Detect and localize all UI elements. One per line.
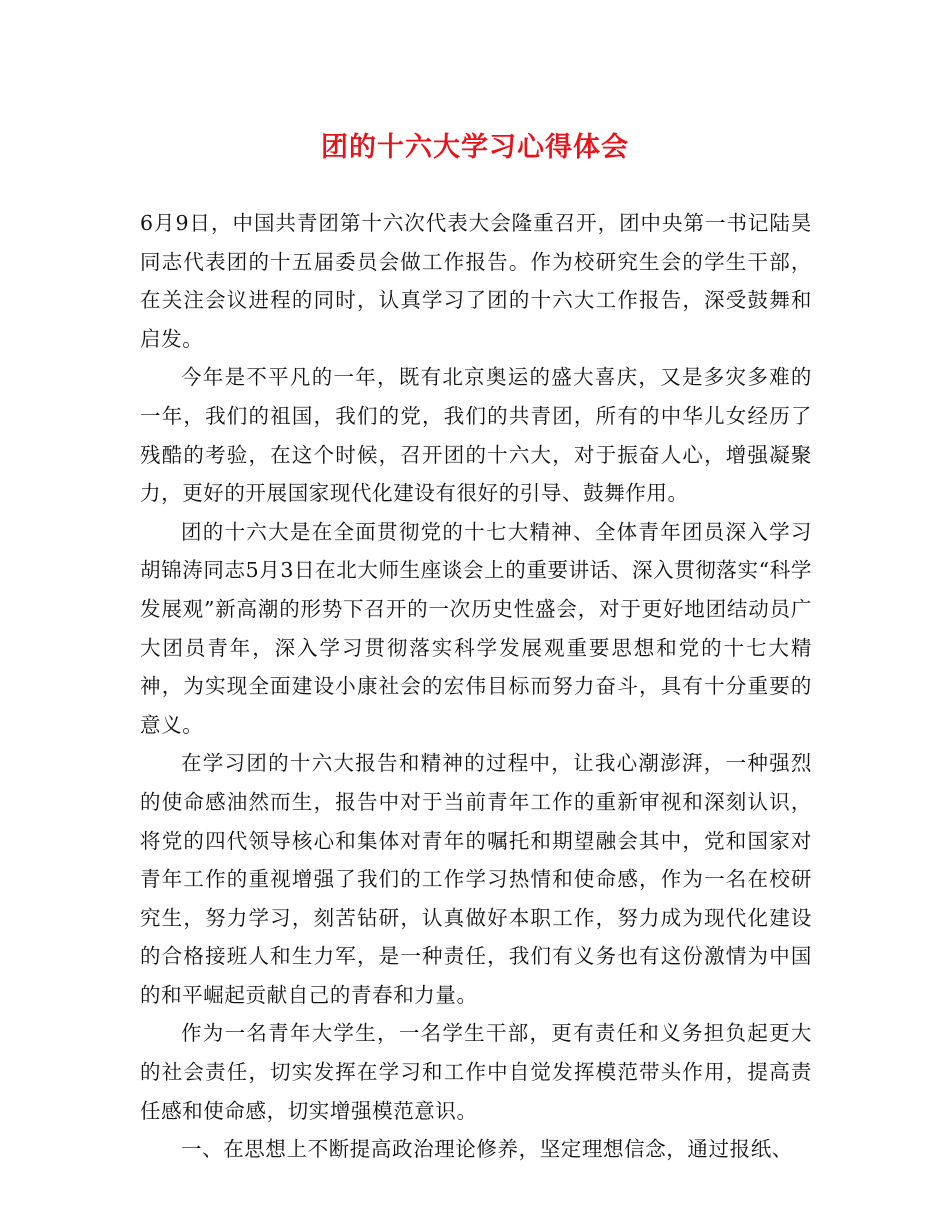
paragraph-1: 6月9日，中国共青团第十六次代表大会隆重召开，团中央第一书记陆昊同志代表团的十五届委员会做工作报告。作为校研究生会的学生干部，在关注会议进程的同时，认真学习了团的十六大工作报告，深受鼓舞和启发。 — [140, 211, 812, 351]
paragraph-3: 团的十六大是在全面贯彻党的十七大精神、全体青年团员深入学习胡锦涛同志5月3日在北大师生座谈会上的重要讲话、深入贯彻落实“科学发展观”新高潮的形势下召开的一次历史性盛会，对于更好地团结动员广大团员青年，深入学习贯彻落实科学发展观重要思想和党的十七大精神，为实现全面建设小康社会的宏伟目标而努力奋斗，具有十分重要的意义。 — [140, 519, 812, 737]
paragraph-5: 作为一名青年大学生，一名学生干部，更有责任和义务担负起更大的社会责任，切实发挥在学习和工作中自觉发挥模范带头作用，提高责任感和使命感，切实增强模范意识。 — [140, 1021, 812, 1123]
paragraph-2: 今年是不平凡的一年，既有北京奥运的盛大喜庆，又是多灾多难的一年，我们的祖国，我们的党，我们的共青团，所有的中华儿女经历了残酷的考验，在这个时候，召开团的十六大，对于振奋人心，增强凝聚力，更好的开展国家现代化建设有很好的引导、鼓舞作用。 — [140, 365, 812, 506]
document-body — [140, 204, 812, 1169]
document-title: 团的十六大学习心得体会 — [321, 132, 629, 163]
paragraph-6: 一、在思想上不断提高政治理论修养，坚定理想信念，通过报纸、 — [181, 1137, 793, 1162]
paragraph-4: 在学习团的十六大报告和精神的过程中，让我心潮澎湃，一种强烈的使命感油然而生，报告中对于当前青年工作的重新审视和深刻认识，将党的四代领导核心和集体对青年的嘱托和期望融会其中，党和国家对青年工作的重视增强了我们的工作学习热情和使命感，作为一名在校研究生，努力学习，刻苦钻研，认真做好本职工作，努力成为现代化建设的合格接班人和生力军，是一种责任，我们有义务也有这份激情为中国的和平崛起贡献自己的青春和力量。 — [140, 751, 812, 1007]
